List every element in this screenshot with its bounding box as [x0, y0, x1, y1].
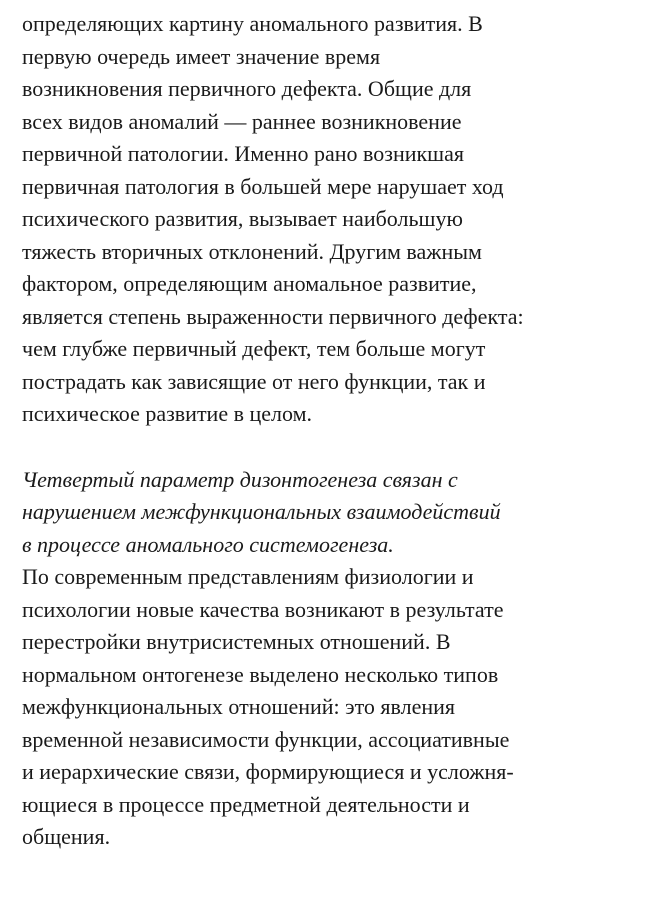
text-line: в процессе аномального системогенеза.: [22, 531, 394, 557]
text-line: психологии новые качества возникают в результате: [22, 596, 504, 622]
text-line: По современным представлениям физиологии и: [22, 564, 474, 589]
text-line: является степень выраженности первичного дефекта:: [22, 303, 524, 329]
text-line: возникновения первичного дефекта. Общие для: [22, 76, 472, 101]
text-line: психическое развитие в целом.: [22, 401, 313, 426]
paragraph-spacer: [22, 431, 662, 464]
paragraph-fourth-parameter-heading: [22, 464, 662, 562]
text-line: общения.: [22, 824, 111, 849]
text-line: первую очередь имеет значение время: [22, 43, 381, 69]
text-line: пострадать как зависящие от него функции, так и: [22, 368, 486, 394]
text-line: межфункциональных отношений: это явления: [22, 694, 456, 719]
text-line: нарушением межфункциональных взаимодействий: [22, 499, 501, 524]
text-line: временной независимости функции, ассоциативные: [22, 726, 510, 752]
text-line: первичная патология в большей мере нарушает ход: [22, 173, 504, 199]
text-line: всех видов аномалий — раннее возникновение: [22, 108, 462, 134]
text-line: Четвертый параметр дизонтогенеза связан с: [22, 466, 458, 492]
text-line: перестройки внутрисистемных отношений. В: [22, 629, 451, 654]
text-line: ющиеся в процессе предметной деятельности и: [22, 791, 470, 817]
text-line: чем глубже первичный дефект, тем больше могут: [22, 336, 486, 361]
text-line: первичной патологии. Именно рано возникшая: [22, 141, 465, 166]
text-line: фактором, определяющим аномальное развитие,: [22, 271, 477, 296]
paragraph-early-onset: [22, 8, 662, 431]
text-line: тяжесть вторичных отклонений. Другим важным: [22, 238, 482, 264]
text-line: и иерархические связи, формирующиеся и усложня-: [22, 759, 514, 784]
text-line: определяющих картину аномального развития. В: [22, 11, 483, 36]
text-line: нормальном онтогенезе выделено несколько типов: [22, 661, 499, 687]
text-line: психического развития, вызывает наибольшую: [22, 206, 463, 231]
document-page: [22, 8, 662, 854]
paragraph-interfunctional-relations: [22, 561, 662, 854]
